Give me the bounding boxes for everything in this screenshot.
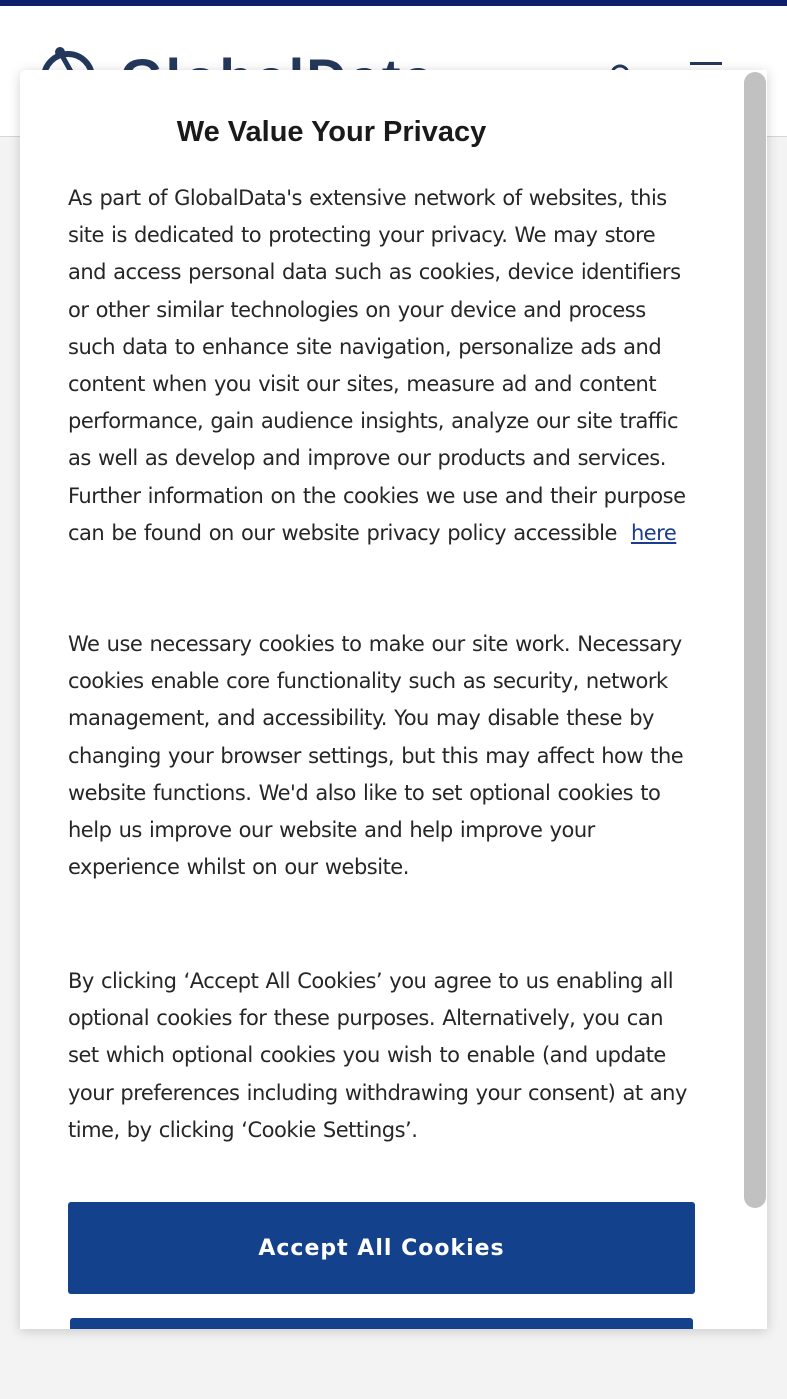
- cookie-settings-button[interactable]: [70, 1318, 693, 1329]
- privacy-intro-paragraph: [68, 180, 698, 552]
- cookie-consent-modal: [20, 70, 767, 1329]
- necessary-cookies-paragraph: We use necessary cookies to make our site work. Necessary cookies enable core functionality such as security, network management, and accessibility. You may disable these by changing your browser settings, but this may affect how the website functions. We'd also like to set optional cookies to help us improve our website and help improve your experience whilst on our website.: [68, 632, 684, 880]
- privacy-intro-text: As part of GlobalData's extensive network of websites, this site is dedicated to protecting your privacy. We may store and access personal data such as cookies, device identifiers or other similar technologies on your device and process such data to enhance site navigation, personalize ads and content when you visit our sites, measure ad and content performance, gain audience insights, analyze our site traffic as well as develop and improve our products and services. Further information on the cookies we use and their purpose can be found on our website privacy policy accessible: [68, 186, 686, 545]
- privacy-policy-link[interactable]: here: [630, 520, 677, 545]
- accept-all-cookies-button[interactable]: Accept All Cookies: [68, 1202, 695, 1294]
- modal-title: We Value Your Privacy: [176, 116, 487, 148]
- accept-info-paragraph: By clicking ‘Accept All Cookies’ you agree to us enabling all optional cookies for these purposes. Alternatively, you can set which optional cookies you wish to enable (and update your preferences including withdrawing your consent) at any time, by clicking ‘Cookie Settings’.: [68, 969, 687, 1142]
- modal-scrollbar-thumb[interactable]: [744, 72, 766, 1208]
